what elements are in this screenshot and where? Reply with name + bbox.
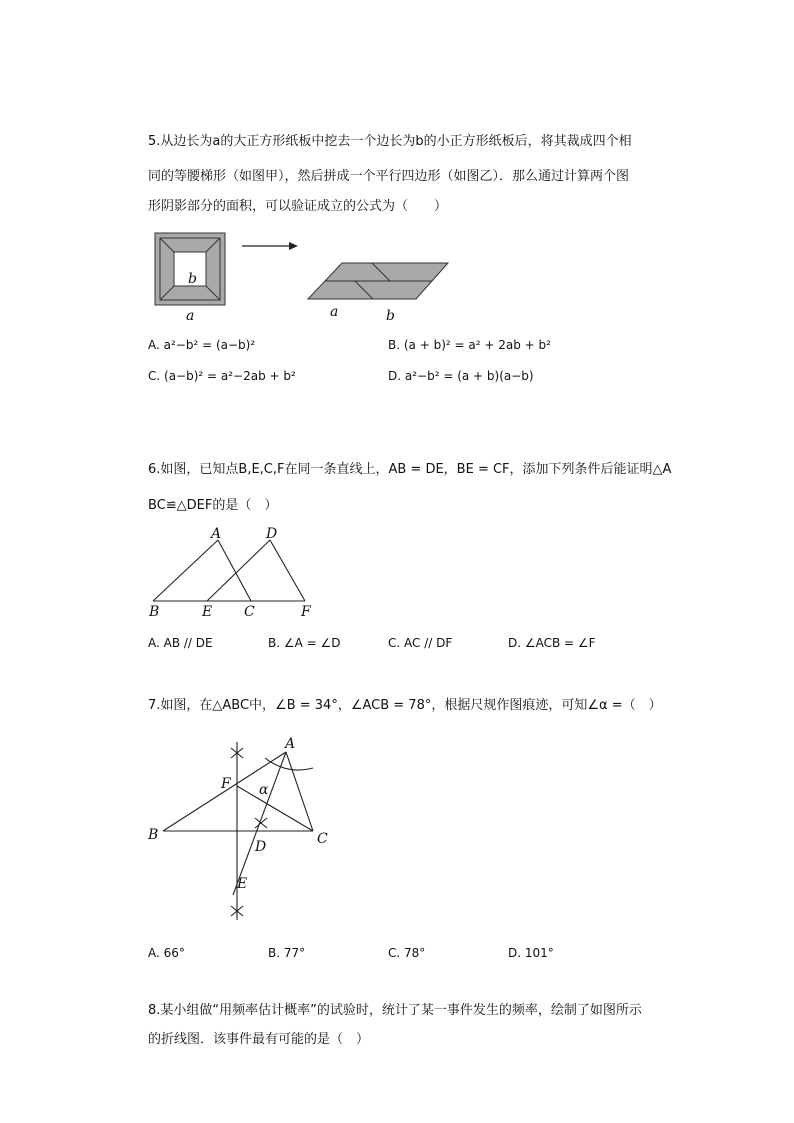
q7-triangle-abc (163, 752, 313, 831)
q6-option-d[interactable]: D. ∠ACB = ∠F (508, 636, 596, 650)
q6-text-line-1: 6.如图，已知点B,E,C,F在同一条直线上，AB = DE，BE = CF，添加下列条件后能证明△A (148, 462, 672, 477)
q5-text-line-3: 形阴影部分的面积，可以验证成立的公式为（ ） (148, 199, 448, 214)
q7-label-a: A (285, 736, 296, 752)
q7-text-line-1: 7.如图，在△ABC中，∠B = 34°，∠ACB = 78°，根据尺规作图痕迹，可知∠α =（ ） (148, 698, 662, 713)
q5-option-a[interactable]: A. a²−b² = (a−b)² (148, 338, 256, 352)
q6-label-d: D (266, 526, 278, 542)
q6-option-b[interactable]: B. ∠A = ∠D (268, 636, 341, 650)
q7-label-f: F (221, 776, 231, 792)
q5-figure (150, 228, 460, 328)
q5-square-frame (155, 233, 225, 305)
q6-label-c: C (244, 604, 255, 620)
q7-figure (145, 730, 345, 930)
q5-text-line-1: 5.从边长为a的大正方形纸板中挖去一个边长为b的小正方形纸板后，将其裁成四个相 (148, 134, 632, 149)
q6-label-b: B (149, 604, 160, 620)
q6-text-line-2: BC≌△DEF的是（ ） (148, 498, 278, 513)
q6-label-e: E (202, 604, 213, 620)
q7-option-c[interactable]: C. 78° (388, 946, 426, 960)
q7-label-d: D (255, 839, 267, 855)
q5-option-d[interactable]: D. a²−b² = (a + b)(a−b) (388, 369, 534, 383)
q5-text-line-2: 同的等腰梯形（如图甲），然后拼成一个平行四边形（如图乙）．那么通过计算两个图 (148, 169, 630, 184)
q8-text-line-1: 8.某小组做“用频率估计概率”的试验时，统计了某一事件发生的频率，绘制了如图所示 (148, 1003, 642, 1018)
q7-label-c: C (317, 831, 328, 847)
q8-text-line-2: 的折线图．该事件最有可能的是（ ） (148, 1032, 370, 1047)
q5-label-b-right: b (386, 308, 395, 324)
q6-label-a: A (211, 526, 222, 542)
q6-option-a[interactable]: A. AB // DE (148, 636, 213, 650)
q6-option-c[interactable]: C. AC // DF (388, 636, 453, 650)
q7-label-alpha: α (259, 782, 269, 798)
q7-option-b[interactable]: B. 77° (268, 946, 306, 960)
q7-label-b: B (148, 827, 159, 843)
q5-label-b-inner: b (188, 271, 197, 287)
q7-option-d[interactable]: D. 101° (508, 946, 554, 960)
q5-option-c[interactable]: C. (a−b)² = a²−2ab + b² (148, 369, 296, 383)
q6-label-f: F (301, 604, 311, 620)
q7-option-a[interactable]: A. 66° (148, 946, 185, 960)
q6-figure (145, 522, 325, 622)
q7-label-e: E (237, 876, 248, 892)
q5-label-a-right: a (330, 304, 339, 320)
q6-triangles (153, 540, 305, 601)
q5-parallelogram (308, 263, 448, 299)
q5-option-b[interactable]: B. (a + b)² = a² + 2ab + b² (388, 338, 551, 352)
arrow-icon (242, 242, 298, 250)
q5-label-a-left: a (186, 308, 195, 324)
